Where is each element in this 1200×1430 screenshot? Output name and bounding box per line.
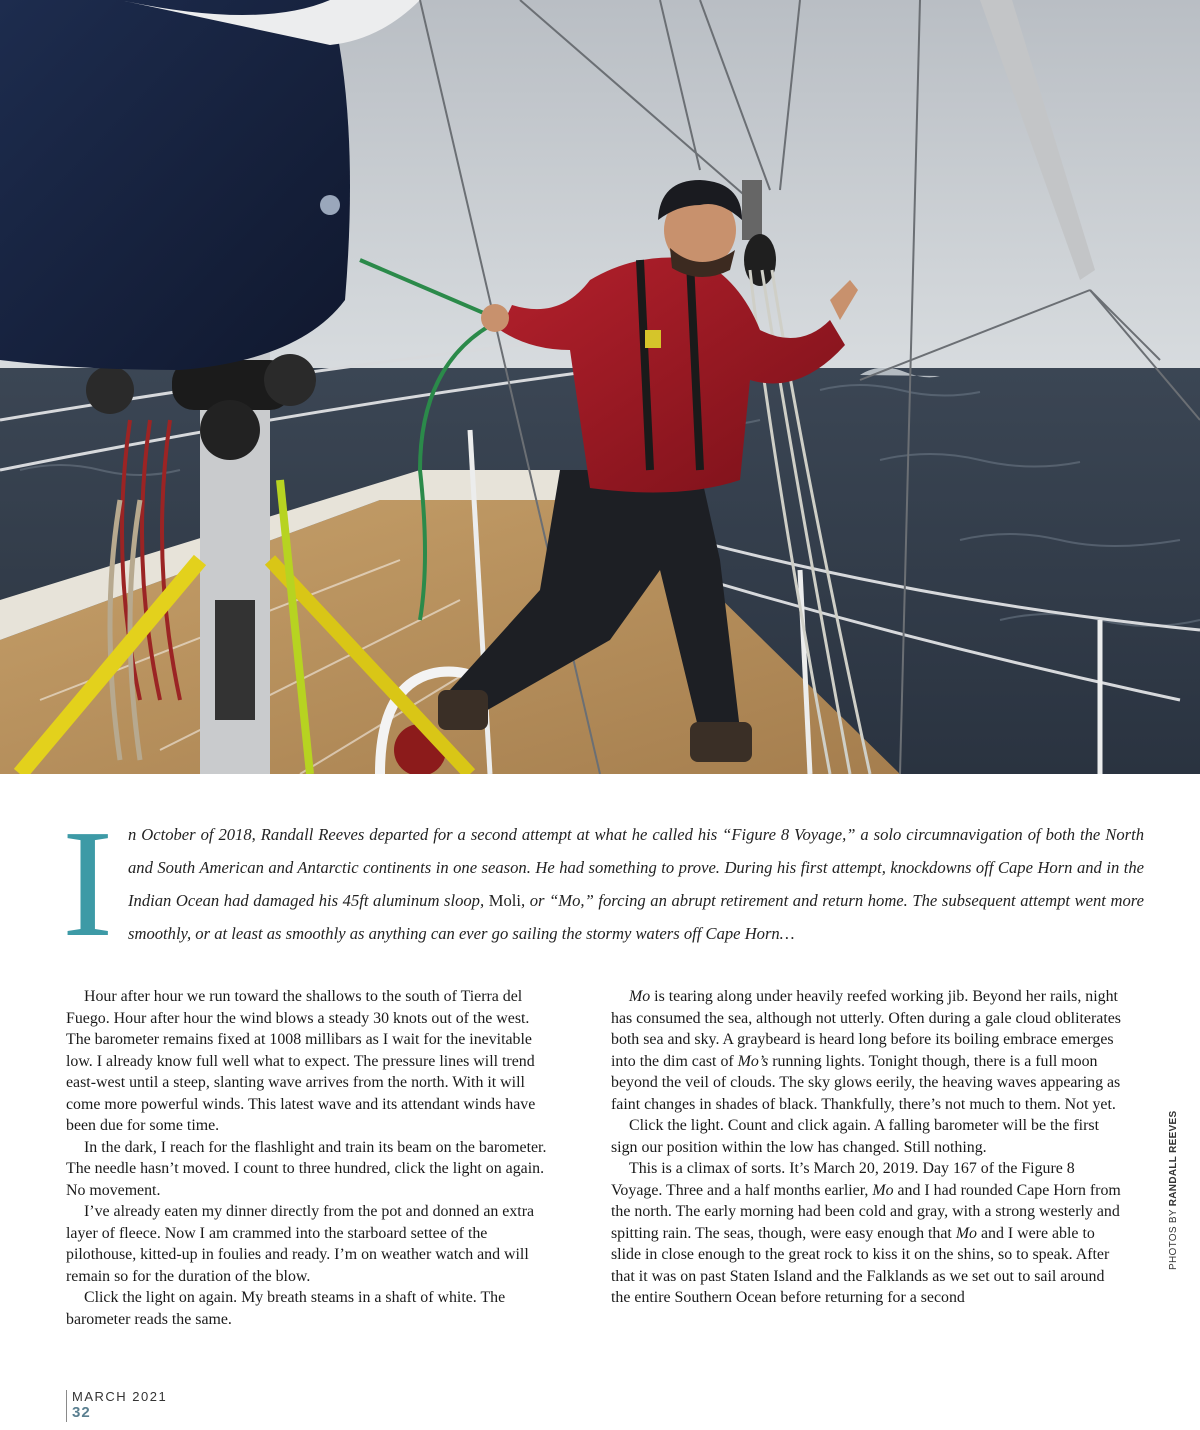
body-paragraph: Click the light on again. My breath steams in a shaft of white. The barometer reads the same. [66, 1289, 506, 1328]
photo-credit-prefix: PHOTOS BY [1168, 1206, 1179, 1270]
body-column-left [66, 986, 554, 1330]
body-text: and I were able to slide in close enough to the great rock to kiss it on the shins, so to speak. After that it was on past Staten Island and the Falklands as we set out to sail around the entire Southern Ocean before returning for a second [611, 1224, 1110, 1306]
body-paragraph: Hour after hour we run toward the shallows to the south of Tierra del Fuego. Hour after hour the wind blows a steady 30 knots out of the west. The barometer remains fixed at 1008 millibars as I wait for the inevitable low. I already know full well what to expect. The pressure lines will trend east-west until a steep, slanting wave arrives from the north. With it will come more powerful winds. This latest wave and its attendant winds have been due for some time. [66, 988, 536, 1134]
body-text: and I had rounded Cape Horn from the north. The early morning had been cold and gray, with a strong westerly and spitting rain. The seas, though, were easy enough that [611, 1181, 1121, 1242]
body-paragraph [611, 986, 1125, 1115]
body-column-right [611, 986, 1125, 1309]
body-text: is tearing along under heavily reefed working jib. Beyond her rails, night has consumed the sea, although not utterly. Often during a gale cloud obliterates both sea and sky. A graybeard is heard long before its boiling embrace emerges into the dim cast of [611, 988, 1121, 1070]
intro-boat-name: Moli [488, 891, 521, 910]
boat-name: Mo [955, 1224, 977, 1242]
boat-name: Mo [629, 988, 651, 1005]
body-text: running lights. Tonight though, there is a full moon beyond the veil of clouds. The sky glows eerily, the heaving waves appearing as faint changes in shades of black. Thankfully, there’s not much to them. Not yet. [611, 1052, 1121, 1113]
intro-text-part-2: , or “Mo,” forcing an abrupt retirement and return home. The subsequent attempt went more smoothly, or at least as smoothly as anything can ever go sailing the stormy waters off Cape Horn… [128, 891, 1144, 943]
intro-deck [62, 799, 1144, 969]
intro-paragraph [128, 818, 1144, 950]
body-paragraph: I’ve already eaten my dinner directly from the pot and donned an extra layer of fleece. Now I am crammed into the starboard settee of the pilothouse, kitted-up in foulies and ready. I’m on weather watch and will remain so for the duration of the blow. [66, 1203, 535, 1285]
body-text: This is a climax of sorts. It’s March 20, 2019. Day 167 of the Figure 8 Voyage. Three and a half months earlier, [611, 1160, 1075, 1199]
photo-credit [1168, 1110, 1188, 1270]
photo-credit-name: RANDALL REEVES [1168, 1110, 1179, 1207]
page-folio [66, 1390, 167, 1422]
boat-name: Mo’s [737, 1052, 769, 1070]
body-paragraph: In the dark, I reach for the flashlight and train its beam on the barometer. The needle hasn’t moved. I count to three hundred, click the light on again. No movement. [66, 1138, 547, 1199]
body-paragraph: Click the light. Count and click again. A falling barometer will be the first sign our position within the low has changed. Still nothing. [611, 1117, 1099, 1156]
body-paragraph [611, 1158, 1125, 1309]
issue-date: MARCH 2021 [72, 1389, 168, 1404]
intro-text-part-1: n October of 2018, Randall Reeves departed for a second attempt at what he called his “Figure 8 Voyage,” a solo circumnavigation of both the North and South American and Antarctic continents in one season. He had something to prove. During his first attempt, knockdowns off Cape Horn and in the Indian Ocean had damaged his 45ft aluminum sloop, [128, 825, 1144, 910]
page-number: 32 [72, 1404, 91, 1421]
boat-name: Mo [872, 1181, 894, 1199]
drop-cap: I [62, 799, 114, 969]
sail-bag [0, 0, 350, 370]
